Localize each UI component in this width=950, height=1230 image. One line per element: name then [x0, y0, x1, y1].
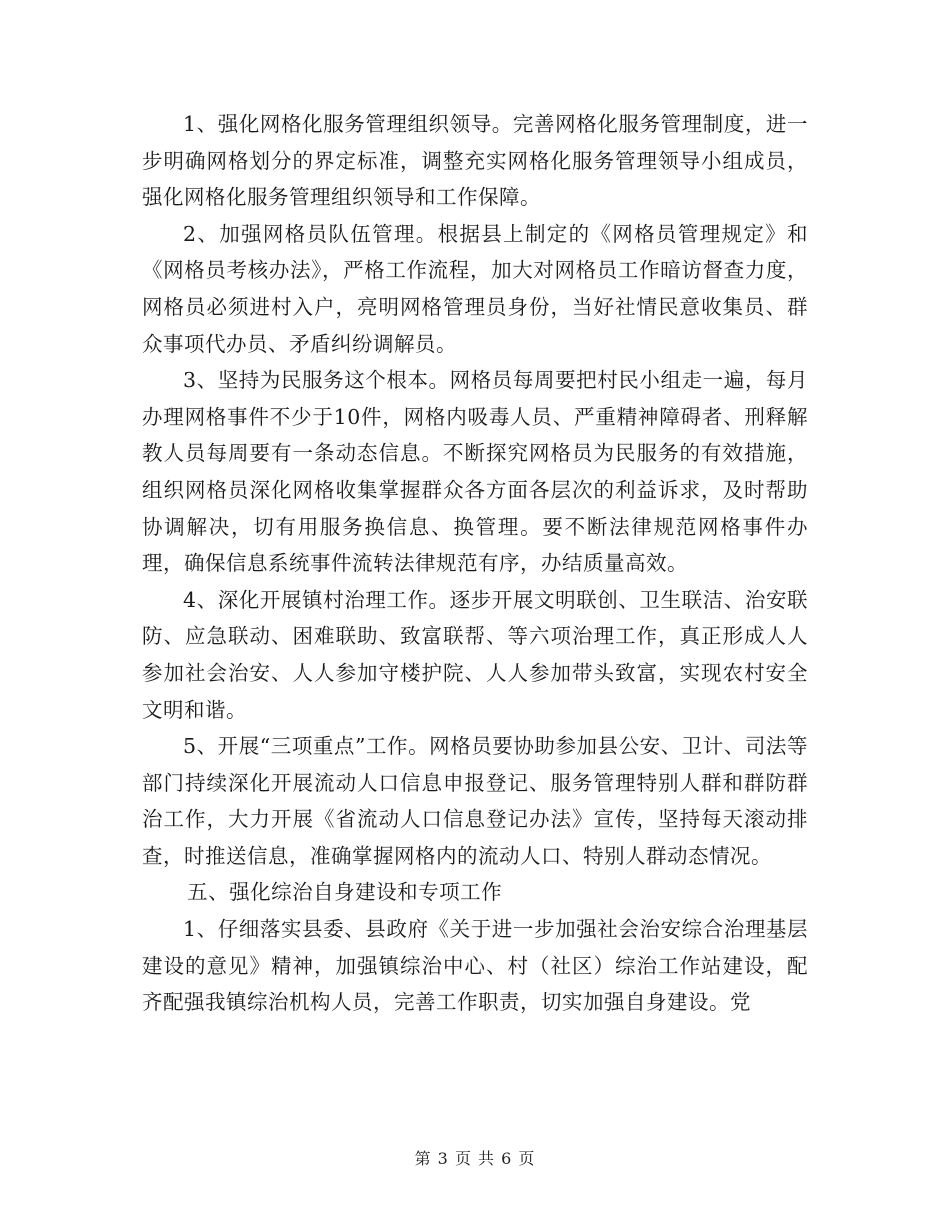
paragraph-implement-opinions: 1、仔细落实县委、县政府《关于进一步加强社会治安综合治理基层建设的意见》精神，加强镇综治中心、村（社区）综治工作站建设，配齐配强我镇综治机构人员，完善工作职责，切实加强自身建设。党: [142, 917, 808, 1015]
paragraph-grid-leadership: 1、强化网格化服务管理组织领导。完善网格化服务管理制度，进一步明确网格划分的界定标准，调整充实网格化服务管理领导小组成员，强化网格化服务管理组织领导和工作保障。: [142, 112, 808, 210]
paragraph-three-priorities: 5、开展“三项重点”工作。网格员要协助参加县公安、卫计、司法等部门持续深化开展流动人口信息申报登记、服务管理特别人群和群防群治工作，大力开展《省流动人口信息登记办法》宣传，坚持每天滚动排查，时推送信息，准确掌握网格内的流动人口、特别人群动态情况。: [142, 734, 808, 868]
paragraph-serve-people: 3、坚持为民服务这个根本。网格员每周要把村民小组走一遍，每月办理网格事件不少于10件，网格内吸毒人员、严重精神障碍者、刑释解教人员每周要有一条动态信息。不断探究网格员为民服务的有效措施，组织网格员深化网格收集掌握群众各方面各层次的利益诉求，及时帮助协调解决，切有用服务换信息、换管理。要不断法律规范网格事件办理，确保信息系统事件流转法律规范有序，办结质量高效。: [142, 368, 808, 576]
section-heading-five: 五、强化综治自身建设和专项工作: [187, 880, 503, 905]
paragraph-town-village-governance: 4、深化开展镇村治理工作。逐步开展文明联创、卫生联洁、治安联防、应急联动、困难联助、致富联帮、等六项治理工作，真正形成人人参加社会治安、人人参加守楼护院、人人参加带头致富，实现农村安全文明和谐。: [142, 587, 808, 722]
page-number-footer: 第 3 页 共 6 页: [414, 1149, 536, 1168]
page-body: [142, 106, 808, 1021]
paragraph-grid-staff-management: 2、加强网格员队伍管理。根据县上制定的《网格员管理规定》和《网格员考核办法》，严格工作流程，加大对网格员工作暗访督查力度，网格员必须进村入户，亮明网格管理员身份，当好社情民意收集员、群众事项代办员、矛盾纠纷调解员。: [142, 221, 808, 356]
